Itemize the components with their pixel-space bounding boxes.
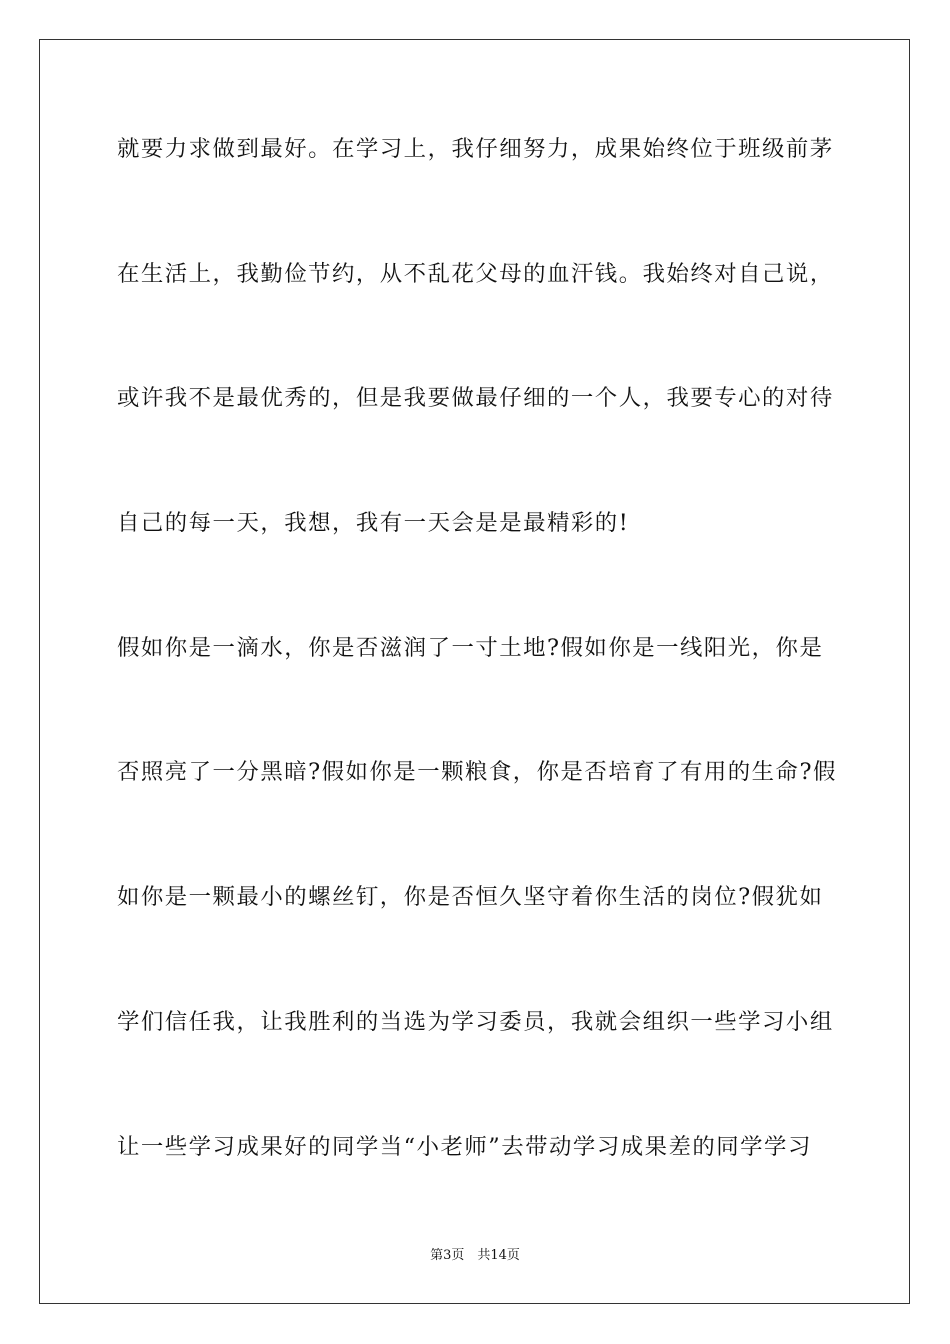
text-line: 否照亮了一分黑暗?假如你是一颗粮食，你是否培育了有用的生命?假	[117, 759, 837, 786]
text-line: 或许我不是最优秀的，但是我要做最仔细的一个人，我要专心的对待	[117, 385, 834, 412]
text-line: 如你是一颗最小的螺丝钉，你是否恒久坚守着你生活的岗位?假犹如	[117, 884, 824, 911]
text-line: 在生活上，我勤俭节约，从不乱花父母的血汗钱。我始终对自己说，	[117, 260, 834, 287]
text-line: 假如你是一滴水，你是否滋润了一寸土地?假如你是一线阳光，你是	[117, 634, 824, 661]
text-line: 学们信任我，让我胜利的当选为学习委员，我就会组织一些学习小组	[117, 1008, 834, 1035]
page-number-footer: 第3页 共14页	[430, 1248, 520, 1263]
text-line: 就要力求做到最好。在学习上，我仔细努力，成果始终位于班级前茅	[117, 136, 834, 162]
text-line: 自己的每一天，我想，我有一天会是是最精彩的!	[117, 510, 630, 537]
document-body	[117, 133, 837, 1255]
text-line: 让一些学习成果好的同学当“小老师”去带动学习成果差的同学学习	[117, 1133, 812, 1160]
